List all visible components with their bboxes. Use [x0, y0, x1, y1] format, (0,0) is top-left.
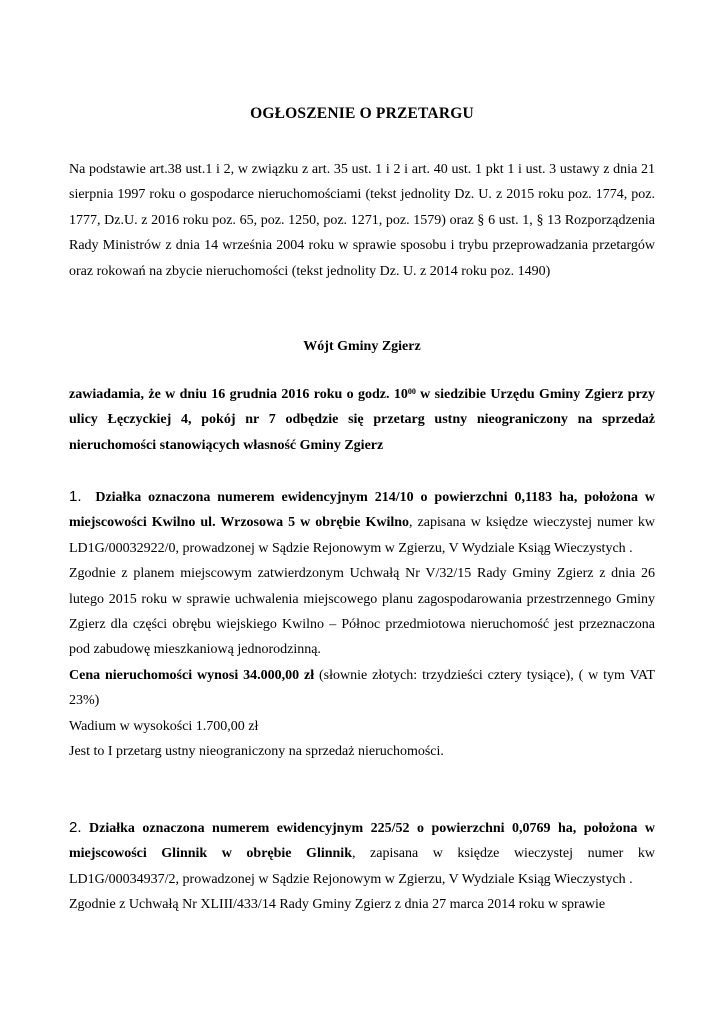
item-1-deposit: Wadium w wysokości 1.700,00 zł: [69, 718, 259, 734]
item-1-tender-type: Jest to I przetarg ustny nieograniczony na sprzedaż nieruchomości.: [69, 744, 444, 760]
item-1: [69, 484, 655, 764]
item-1-plan: Zgodnie z planem miejscowym zatwierdzonym Uchwałą Nr V/32/15 Rady Gminy Zgierz z dnia 26 lutego 2015 roku w sprawie uchwalenia miejscowego planu zagospodarowania przestrzennego Gminy Zgierz dla części obrębu wiejskiego Kwilno – Północ przedmiotowa nieruchomość jest przeznaczona pod zabudowę mieszkaniową jednorodzinną.: [69, 566, 655, 658]
legal-basis-paragraph: Na podstawie art.38 ust.1 i 2, w związku z art. 35 ust. 1 i 2 i art. 40 ust. 1 pkt 1 i ust. 3 ustawy z dnia 21 sierpnia 1997 roku o gospodarce nieruchomościami (tekst jednolity Dz. U. z 2015 roku poz. 1774, poz. 1777, Dz.U. z 2016 roku poz. 65, poz. 1250, poz. 1271, poz. 1579) oraz § 6 ust. 1, § 13 Rozporządzenia Rady Ministrów z dnia 14 września 2004 roku w sprawie sposobu i trybu przeprowadzania przetargów oraz rokowań na zbycie nieruchomości (tekst jednolity Dz. U. z 2014 roku poz. 1490): [69, 162, 655, 279]
item-1-description: [69, 484, 655, 561]
item-1-register: , zapisana w księdze wieczystej numer kw LD1G/00032922/0, prowadzonej w Sądzie Rejonowym w Zgierzu, V Wydziale Ksiąg Wieczystych .: [69, 515, 655, 556]
item-1-parcel: Działka oznaczona numerem ewidencyjnym 214/10 o powierzchni 0,1183 ha, położona w miejscowości Kwilno ul. Wrzosowa 5 w obrębie Kwilno: [69, 490, 655, 531]
item-2: [69, 815, 655, 918]
item-1-price: [69, 663, 655, 714]
item-1-price-words: (słownie złotych: trzydzieści cztery tysiące), ( w tym VAT 23%): [69, 667, 655, 709]
notice-text-part2: w siedzibie Urzędu Gminy Zgierz przy ulicy Łęczyckiej 4, pokój nr 7 odbędzie się przetarg ustny nieograniczony na sprzedaż nieruchomości stanowiących własność Gminy Zgierz: [69, 387, 655, 453]
item-2-number: 2.: [69, 819, 82, 836]
notice-time-minutes: 00: [407, 387, 416, 396]
item-2-plan: Zgodnie z Uchwałą Nr XLIII/433/14 Rady Gminy Zgierz z dnia 27 marca 2014 roku w sprawie: [69, 897, 606, 913]
item-2-description: [69, 815, 655, 892]
notice-paragraph: [69, 382, 655, 458]
item-2-register: , zapisana w księdze wieczystej numer kw LD1G/00034937/2, prowadzonej w Sądzie Rejonowym w Zgierzu, V Wydziale Ksiąg Wieczystych .: [69, 846, 655, 887]
notice-text-part1: zawiadamia, że w dniu 16 grudnia 2016 roku o godz. 10: [69, 387, 408, 402]
item-1-number: 1.: [69, 488, 82, 505]
page-title: OGŁOSZENIE O PRZETARGU: [250, 105, 474, 122]
authority-heading: Wójt Gminy Zgierz: [303, 339, 421, 354]
item-2-parcel: Działka oznaczona numerem ewidencyjnym 225/52 o powierzchni 0,0769 ha, położona w miejscowości Glinnik w obrębie Glinnik: [69, 821, 656, 862]
item-1-price-value: Cena nieruchomości wynosi 34.000,00 zł: [69, 667, 315, 683]
